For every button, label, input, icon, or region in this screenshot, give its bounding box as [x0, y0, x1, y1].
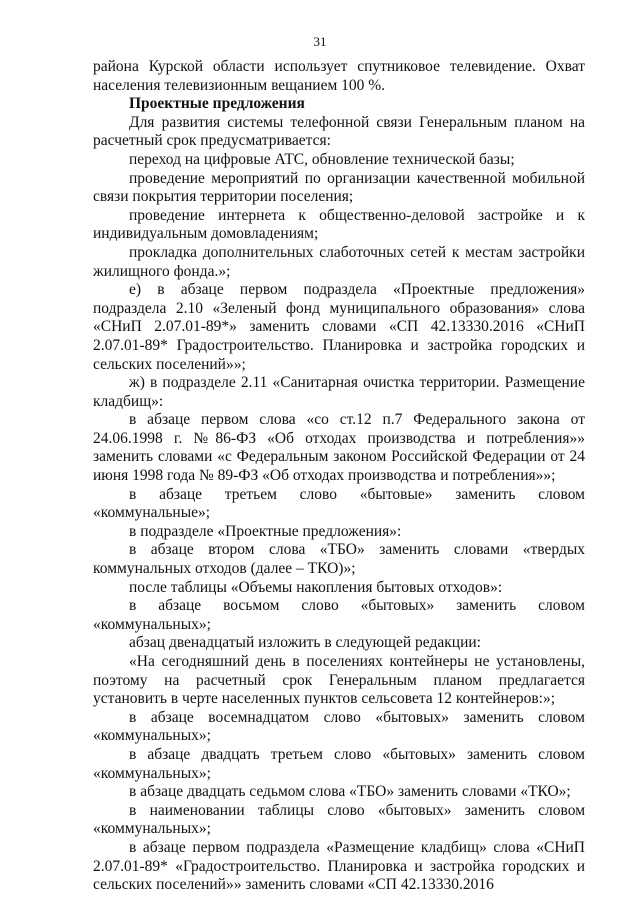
paragraph: в абзаце восемнадцатом слово «бытовых» заменить словом «коммунальных»;: [93, 708, 585, 745]
paragraph: в абзаце восьмом слово «бытовых» заменить словом «коммунальных»;: [93, 597, 585, 633]
document-body: [93, 58, 585, 895]
paragraph: абзац двенадцатый изложить в следующей редакции:: [129, 634, 481, 652]
paragraph: в абзаце двадцать третьем слово «бытовых» заменить словом «коммунальных»;: [93, 745, 585, 782]
paragraph: ж) в подразделе 2.11 «Санитарная очистка территории. Размещение кладбищ»:: [93, 374, 585, 410]
paragraph: после таблицы «Объемы накопления бытовых отходов»:: [129, 578, 503, 596]
paragraph: прокладка дополнительных слаботочных сетей к местам застройки жилищного фонда.»;: [93, 243, 585, 280]
paragraph: проведение интернета к общественно-деловой застройке и к индивидуальным домовладениям;: [93, 206, 585, 243]
paragraph: проведение мероприятий по организации качественной мобильной связи покрытия территории поселения;: [93, 169, 585, 206]
paragraph: переход на цифровые АТС, обновление технической базы;: [129, 150, 515, 168]
paragraph: е) в абзаце первом подраздела «Проектные предложения» подраздела 2.10 «Зеленый фонд муниципального образования» слова «СНиП 2.07.01-89*» заменить словами «СП 42.13330.2016 «СНиП 2.07.01-89* Градостроительство. Планировка и застройка городских и сельских поселений»»;: [93, 281, 585, 373]
paragraph: района Курской области использует спутниковое телевидение. Охват населения телевизионным вещанием 100 %.: [93, 58, 585, 94]
paragraph: в наименовании таблицы слово «бытовых» заменить словом «коммунальных»;: [93, 801, 585, 838]
paragraph: Для развития системы телефонной связи Генеральным планом на расчетный срок предусматривается:: [93, 113, 585, 150]
paragraph: в абзаце втором слова «ТБО» заменить словами «твердых коммунальных отходов (далее – ТКО)»;: [93, 541, 585, 578]
page-number: 31: [313, 34, 327, 49]
paragraph: в абзаце первом подраздела «Размещение кладбищ» слова «СНиП 2.07.01-89* «Градостроительство. Планировка и застройка городских и сельских поселений»» заменить словами «СП 42.13330.2016: [93, 838, 585, 894]
paragraph: в абзаце первом слова «со ст.12 п.7 Федерального закона от 24.06.1998 г. №86-ФЗ «Об отходах производства и потребления»» заменить словами «с Федеральным законом Российской Федерации от 24 июня 1998 года № 89-ФЗ «Об отходах производства и потребления»»;: [93, 411, 585, 485]
paragraph: в абзаце двадцать седьмом слова «ТБО» заменить словами «ТКО»;: [129, 783, 571, 801]
paragraph: в подразделе «Проектные предложения»:: [129, 522, 402, 540]
paragraph: «На сегодняшний день в поселениях контейнеры не установлены, поэтому на расчетный срок Генеральным планом предлагается установить в черте населенных пунктов сельсовета 12 контейнеров:»;: [93, 653, 585, 708]
section-heading: Проектные предложения: [129, 95, 305, 113]
paragraph: в абзаце третьем слово «бытовые» заменить словом «коммунальные»;: [93, 485, 585, 522]
